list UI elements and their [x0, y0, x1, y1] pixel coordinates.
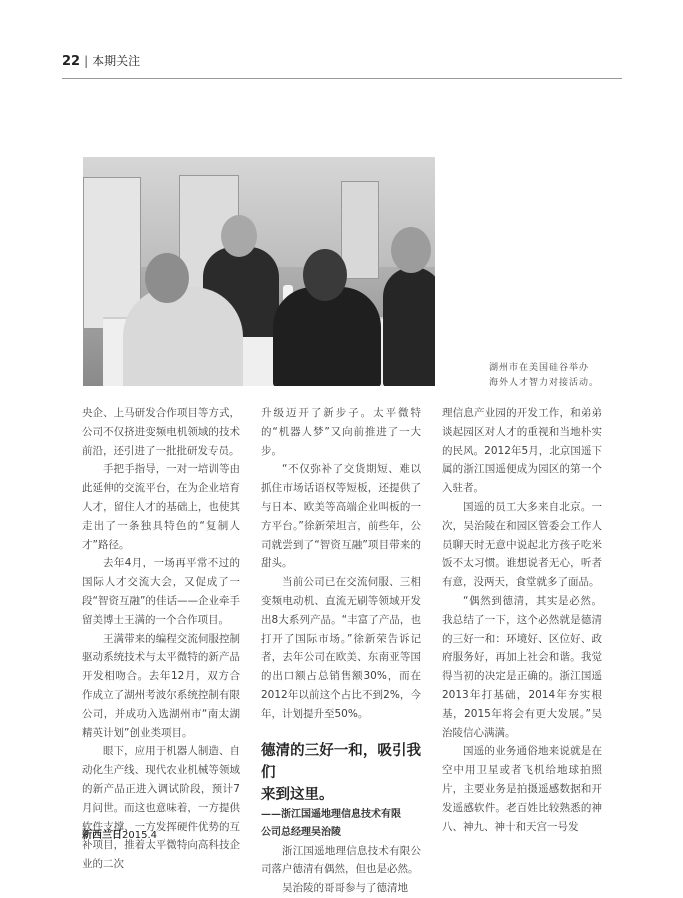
- column-3: [442, 404, 602, 836]
- spacer: [261, 724, 421, 740]
- photo-person: [273, 287, 381, 386]
- section-title-line: 来到这里。: [261, 786, 334, 803]
- photo-person-head: [391, 227, 431, 273]
- paragraph: “偶然到德清，其实是必然。我总结了一下，这个必然就是德清的三好一和：环境好、区位好、政府服务好，再加上社会和谐。我觉得当初的决定是正确的。浙江国遥2013年打基础，2014年夯实根基，2015年将会有更大发展。”吴治陵信心满满。: [442, 594, 602, 739]
- paragraph: 手把手指导，一对一培训等由此延伸的交流平台，在为企业培育人才，留住人才的基础上，也使其走出了一条独具特色的“复制人才”路径。: [82, 463, 240, 551]
- paragraph: 吴治陵的哥哥参与了德清地: [282, 882, 408, 895]
- paragraph: 理信息产业园的开发工作，和弟弟谈起园区对人才的重视和当地朴实的民风。2012年5月，北京国遥下属的浙江国遥便成为园区的第一个入驻者。: [442, 407, 602, 495]
- paragraph: 当前公司已在交流伺服、三相变频电动机、直流无刷等领域开发出8大系列产品。“丰富了产品，也打开了国际市场。”徐新荣告诉记者，去年公司在欧美、东南亚等国的出口额占总销售额30%，而在2012年以前这个占比不到2%，今年，计划提升至50%。: [261, 576, 421, 720]
- caption-line: 湖州市在美国硅谷举办: [489, 363, 590, 373]
- caption-line: 海外人才智力对接活动。: [489, 378, 600, 388]
- paragraph: “不仅弥补了交货期短、难以抓住市场话语权等短板，还提供了与日本、欧美等高端企业叫板的一方平台。”徐新荣坦言，前些年，公司就尝到了“智资互融”项目带来的甜头。: [261, 463, 421, 570]
- issue-date: 2015.4: [122, 830, 157, 841]
- header-divider: |: [84, 54, 89, 68]
- paragraph: 浙江国遥地理信息技术有限公司落户德清有偶然，但也是必然。: [261, 844, 421, 876]
- section-label: 本期关注: [92, 54, 141, 68]
- photo-caption: [489, 361, 599, 391]
- column-2: [261, 404, 421, 898]
- paragraph: 升级迈开了新步子。太平微特的“机器人梦”又向前推进了一大步。: [261, 407, 421, 457]
- photo-person-head: [221, 215, 257, 257]
- photo-person-head: [303, 249, 347, 301]
- section-subtitle-line: ——浙江国遥地理信息技术有限: [261, 808, 401, 820]
- photo-person: [123, 287, 243, 386]
- header-rule: [62, 78, 622, 79]
- paragraph: 去年4月，一场再平常不过的国际人才交流大会，又促成了一段“智资互融”的佳话——企业牵手留美博士王满的一个合作项目。: [82, 557, 240, 626]
- magazine-logo: 新西兰日: [82, 830, 122, 841]
- section-subtitle: [261, 806, 421, 842]
- paragraph: 眼下，应用于机器人制造、自动化生产线、现代农业机械等领域的新产品正进入调试阶段，预计7月问世。而这也意味着，一方提供软件支撑、一方发挥硬件优势的互补项目，推着太平微特向高科技企业的二次: [82, 745, 240, 871]
- page-number: 22: [62, 54, 81, 69]
- paragraph: 王满带来的编程交流伺服控制驱动系统技术与太平微特的新产品开发相吻合。去年12月，双方合作成立了湖州考波尔系统控制有限公司，并成功入选湖州市“南太湖精英计划”创业类项目。: [82, 632, 240, 739]
- page-header: [62, 52, 140, 69]
- paragraph: 央企、上马研发合作项目等方式，公司不仅挤进变频电机领域的技术前沿，还引进了一批批研发专员。: [82, 407, 240, 457]
- photo-person-head: [145, 253, 189, 303]
- photo-person: [383, 267, 435, 386]
- section-title-line: 德清的三好一和，吸引我们: [261, 742, 421, 781]
- page-footer: [82, 826, 157, 841]
- section-title: [261, 740, 421, 806]
- article-photo: [83, 157, 435, 386]
- photo-poster: [341, 181, 379, 279]
- column-1: [82, 404, 240, 874]
- paragraph: 国遥的业务通俗地来说就是在空中用卫星或者飞机给地球拍照片，主要业务是拍摄遥感数据和开发遥感软件。老百姓比较熟悉的神八、神九、神十和天宫一号发: [442, 745, 602, 833]
- paragraph: 国遥的员工大多来自北京。一次，吴治陵在和园区管委会工作人员聊天时无意中说起北方孩子吃米饭不太习惯。谁想说者无心，听者有意，没两天，食堂就多了面品。: [442, 500, 602, 589]
- section-subtitle-line: 公司总经理吴治陵: [261, 826, 341, 838]
